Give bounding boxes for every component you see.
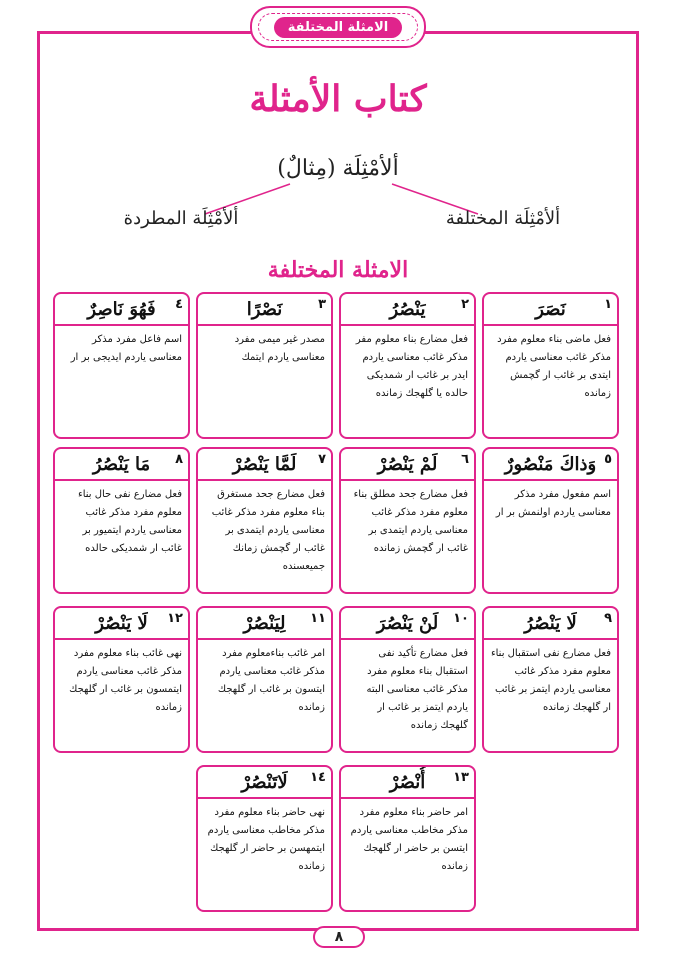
card-header <box>484 608 617 640</box>
card-word: لِيَنْصُرْ <box>243 612 286 634</box>
card-description: فعل مضارع جحد مستغرق بناء معلوم مفرد مذکر غائب معناسی یاردم ایتمدی ﺑﺮ غائب ار گچمش زمانك جمیعسنده <box>211 489 325 572</box>
card-header <box>198 449 331 481</box>
page-title: كتاب الأمثلة <box>249 78 427 120</box>
card-number: ١ <box>604 297 612 312</box>
card-header <box>341 449 474 481</box>
card-description: اسم مفعول مفرد مذکر معناسی یاردم اولنمش ﺑﺮ ار <box>495 489 611 518</box>
card-word: يَنْصُرُ <box>389 298 426 320</box>
card-header <box>198 294 331 326</box>
card-header <box>341 608 474 640</box>
example-card <box>339 606 476 753</box>
card-description: نهی حاضر بناء معلوم مفرد مذکر مخاطب معناسی یاردم ایتمهسن ﺑﺮ حاضر ار گلهجك زمانده <box>207 807 325 872</box>
card-header <box>198 608 331 640</box>
card-number: ١٣ <box>453 770 469 785</box>
card-description: اسم فاعل مفرد مذکر معناسی یاردم ایدیجی ﺑﺮ ار <box>70 334 182 363</box>
card-header <box>341 294 474 326</box>
card-number: ٨ <box>175 452 183 467</box>
card-description: امر حاضر بناء معلوم مفرد مذکر مخاطب معناسی یاردم ایتسن ﺑﺮ حاضر ار گلهجك زمانده <box>350 807 468 872</box>
example-card <box>482 292 619 439</box>
card-header <box>198 767 331 799</box>
card-description: فعل مضارع تأکید نفی استقبال بناء معلوم مفرد مذکر غائب معناسی البته یاردم ایتمز ﺑﺮ غائب ار گلهجك زمانده <box>366 648 468 731</box>
example-card <box>196 606 333 753</box>
card-word: لَمَّا يَنْصُرْ <box>232 453 297 475</box>
card-header <box>484 294 617 326</box>
card-number: ١٢ <box>167 611 183 626</box>
card-number: ٥ <box>604 452 612 467</box>
card-number: ١٠ <box>453 611 469 626</box>
card-word: أُنْصُرْ <box>389 771 426 793</box>
tree-root: ألأمْثِلَة (مِثالٌ) <box>277 156 399 181</box>
page-number: ٨ <box>313 926 365 948</box>
example-card <box>196 447 333 594</box>
example-card <box>339 765 476 912</box>
example-card <box>53 447 190 594</box>
example-card <box>482 447 619 594</box>
card-header <box>55 294 188 326</box>
example-card <box>482 606 619 753</box>
card-header <box>55 608 188 640</box>
card-word: لَمْ يَنْصُرْ <box>377 453 438 475</box>
example-card <box>196 292 333 439</box>
card-description: مصدر غیر میمی مفرد معناسی یاردم ایتمك <box>234 334 325 363</box>
card-word: لَا يَنْصُرُ <box>524 612 577 634</box>
card-header <box>55 449 188 481</box>
card-word: فَهُوَ نَاصِرٌ <box>87 298 156 320</box>
example-card <box>53 292 190 439</box>
card-word: لَاتَنْصُرْ <box>241 771 288 793</box>
example-card <box>339 292 476 439</box>
card-description: فعل مضارع نفی استقبال بناء معلوم مفرد مذکر غائب معناسی یاردم ایتمز ﺑﺮ غائب ار گلهجك زمانده <box>490 648 611 713</box>
card-word: لَا يَنْصُرْ <box>95 612 148 634</box>
card-number: ٩ <box>604 611 612 626</box>
card-number: ٣ <box>318 297 326 312</box>
card-number: ٢ <box>461 297 469 312</box>
card-header <box>484 449 617 481</box>
card-description: فعل ماضی بناء معلوم مفرد مذکر غائب معناسی یاردم ایتدی ﺑﺮ غائب ار گچمش زمانده <box>497 334 611 399</box>
card-number: ٦ <box>461 452 469 467</box>
card-word: نَصَرَ <box>535 298 566 320</box>
card-description: امر غائب بناءمعلوم مفرد مذکر غائب معناسی یاردم ایتسون ﺑﺮ غائب ار گلهجك زمانده <box>217 648 325 713</box>
header-badge-title: الامثلة المختلفة <box>274 17 402 38</box>
card-word: وَذاكَ مَنْصُورٌ <box>504 453 597 475</box>
card-description: فعل مضارع نفی حال بناء معلوم مفرد مذکر غائب معناسی یاردم ایتمیور ﺑﺮ غائب ار شمدیکی حالده <box>78 489 182 554</box>
card-number: ٧ <box>318 452 326 467</box>
card-word: مَا يَنْصُرُ <box>92 453 151 475</box>
example-card <box>196 765 333 912</box>
card-number: ١١ <box>310 611 326 626</box>
card-number: ١٤ <box>310 770 326 785</box>
card-description: نهی غائب بناء معلوم مفرد مذکر غائب معناسی یاردم ایتمسون ﺑﺮ غائب ار گلهجك زمانده <box>69 648 182 713</box>
example-card <box>339 447 476 594</box>
card-header <box>341 767 474 799</box>
card-word: نَصْرًا <box>246 298 283 320</box>
tree-branch-mukhtalifa: ألأمْثِلَة المختلفة <box>445 208 561 229</box>
example-card <box>53 606 190 753</box>
tree-branch-muttarida: ألأمْثِلَة المطردة <box>123 208 239 229</box>
card-description: فعل مضارع جحد مطلق بناء معلوم مفرد مذکر غائب معناسی یاردم ایتمدی ﺑﺮ غائب ار گچمش زمانده <box>353 489 468 554</box>
card-description: فعل مضارع بناء معلوم مفر مذکر غائب معناسی یاردم ایدر ﺑﺮ غائب ار شمدیکی حالده یا گلهجك زمانده <box>355 334 468 399</box>
card-word: لَنْ يَنْصُرَ <box>376 612 439 634</box>
section-title: الامثلة المختلفة <box>267 257 409 283</box>
card-number: ٤ <box>175 297 183 312</box>
